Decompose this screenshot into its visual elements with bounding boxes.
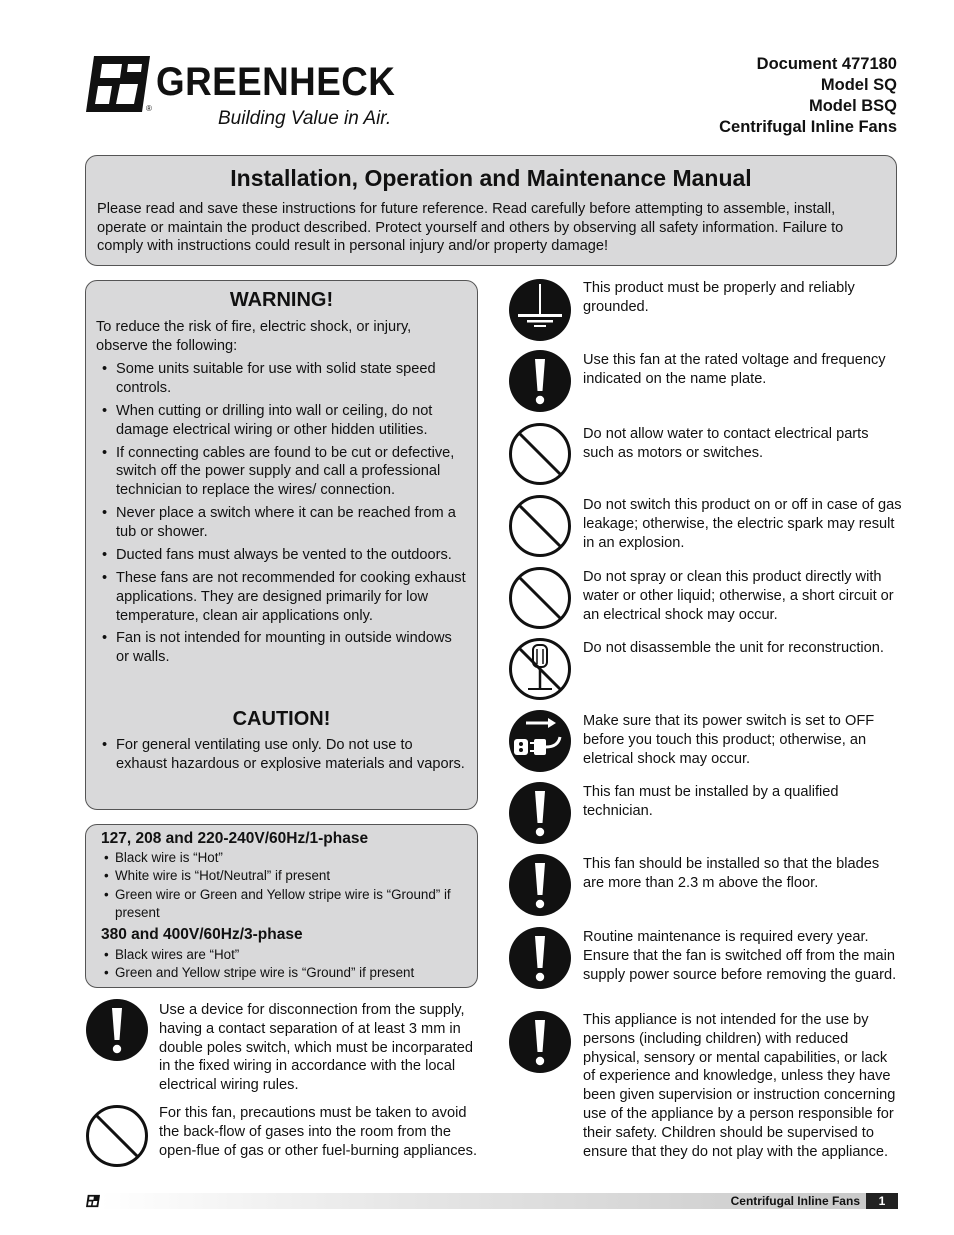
warning-intro: To reduce the risk of fire, electric shock, or injury, observe the following: bbox=[96, 319, 412, 354]
single-phase-list bbox=[103, 849, 469, 922]
warning-box bbox=[85, 280, 478, 810]
safety-text-backflow: For this fan, precautions must be taken to avoid the back-flow of gases into the room from the open-flue of gas or other fuel-burning appliances. bbox=[159, 1105, 478, 1159]
exclamation-icon bbox=[508, 1010, 572, 1074]
list-item: • Green wire or Green and Yellow stripe wire is “Ground” if present bbox=[103, 886, 469, 923]
list-item: • These fans are not recommended for cooking exhaust applications. They are designed primarily for low temperature, clean air applications only. bbox=[98, 569, 467, 625]
footer-title: Centrifugal Inline Fans bbox=[730, 1194, 860, 1208]
warning-list bbox=[98, 360, 467, 671]
greenheck-small-logo-icon bbox=[86, 1194, 100, 1208]
unplug-icon bbox=[508, 709, 572, 773]
ground-icon bbox=[508, 278, 572, 342]
three-phase-list bbox=[103, 946, 469, 983]
exclamation-icon bbox=[508, 853, 572, 917]
exclamation-icon bbox=[508, 781, 572, 845]
safety-text-disassemble: Do not disassemble the unit for reconstruction. bbox=[583, 640, 884, 656]
list-item: • If connecting cables are found to be cut or defective, switch off the power supply and call a professional technician to replace the wires/ connection. bbox=[98, 444, 467, 500]
three-phase-heading: 380 and 400V/60Hz/3-phase bbox=[101, 926, 303, 943]
list-item: • Black wire is “Hot” bbox=[103, 849, 469, 867]
greenheck-logo-icon bbox=[86, 56, 150, 112]
safety-text-disconnect: Use a device for disconnection from the supply, having a contact separation of at least 3 mm in double poles switch, which must be incorparated in the fixed wiring in accordance with the local electrical wiring rules. bbox=[159, 1002, 473, 1094]
list-item: • White wire is “Hot/Neutral” if present bbox=[103, 867, 469, 885]
exclamation-icon bbox=[508, 926, 572, 990]
caution-list bbox=[98, 736, 467, 778]
safety-text-gas: Do not switch this product on or off in case of gas leakage; otherwise, the electric spark may result in an explosion. bbox=[583, 497, 902, 551]
prohibition-icon bbox=[508, 566, 572, 630]
registered-mark: ® bbox=[146, 104, 152, 113]
safety-text-water: Do not allow water to contact electrical parts such as motors or switches. bbox=[583, 426, 869, 461]
document-meta bbox=[719, 54, 897, 138]
safety-text-maintenance: Routine maintenance is required every year. Ensure that the fan is switched off from the main supply power source before removing the guard. bbox=[583, 929, 897, 983]
exclamation-icon bbox=[85, 998, 149, 1062]
list-item: • When cutting or drilling into wall or ceiling, do not damage electrical wiring or other hidden utilities. bbox=[98, 402, 467, 440]
single-phase-heading: 127, 208 and 220-240V/60Hz/1-phase bbox=[101, 830, 369, 847]
intro-text: Please read and save these instructions for future reference. Read carefully before attempting to assemble, install, operate or maintain the product described. Protect yourself and others by observing all safety information. Failure to comply with instructions could result in personal injury and/or property damage! bbox=[97, 201, 844, 255]
caution-heading: CAUTION! bbox=[232, 708, 331, 730]
safety-text-qualified: This fan must be installed by a qualified technician. bbox=[583, 784, 839, 819]
safety-text-ground: This product must be properly and reliably grounded. bbox=[583, 280, 855, 315]
list-item: • Ducted fans must always be vented to the outdoors. bbox=[98, 546, 467, 565]
safety-text-spray: Do not spray or clean this product directly with water or other liquid; otherwise, a short circuit or an electrical shock may occur. bbox=[583, 569, 894, 623]
list-item: • Never place a switch where it can be reached from a tub or shower. bbox=[98, 504, 467, 542]
exclamation-icon bbox=[508, 349, 572, 413]
model-bsq: Model BSQ bbox=[808, 97, 897, 115]
list-item: • Fan is not intended for mounting in outside windows or walls. bbox=[98, 629, 467, 667]
list-item: • For general ventilating use only. Do not use to exhaust hazardous or explosive materials and vapors. bbox=[98, 736, 467, 774]
list-item: • Green and Yellow stripe wire is “Ground” if present bbox=[103, 964, 469, 982]
prohibition-icon bbox=[508, 494, 572, 558]
model-sq: Model SQ bbox=[820, 76, 897, 94]
prohibition-icon bbox=[508, 422, 572, 486]
voltage-box bbox=[85, 824, 478, 988]
safety-text-power-off: Make sure that its power switch is set to OFF before you touch this product; otherwise, an eletrical shock may occur. bbox=[583, 713, 875, 767]
safety-text-height: This fan should be installed so that the blades are more than 2.3 m above the floor. bbox=[583, 856, 880, 891]
prohibition-icon bbox=[85, 1104, 149, 1168]
brand-name: GREENHECK bbox=[156, 60, 396, 104]
brand-tagline: Building Value in Air. bbox=[218, 108, 392, 129]
manual-title: Installation, Operation and Maintenance Manual bbox=[230, 165, 752, 191]
safety-text-supervision: This appliance is not intended for the use by persons (including children) with reduced physical, sensory or mental capabilities, or lack of experience and knowledge, unless they have been given supervision or instruction concerning use of the appliance by a person responsible for their safety. Children should be supervised to ensure that they do not play with the appliance. bbox=[583, 1012, 896, 1160]
safety-text-voltage: Use this fan at the rated voltage and frequency indicated on the name plate. bbox=[583, 352, 886, 387]
no-disassembly-icon bbox=[508, 637, 572, 701]
document-number: Document 477180 bbox=[756, 55, 897, 73]
intro-box bbox=[85, 155, 897, 266]
list-item: • Black wires are “Hot” bbox=[103, 946, 469, 964]
page-number: 1 bbox=[866, 1193, 898, 1209]
list-item: • Some units suitable for use with solid state speed controls. bbox=[98, 360, 467, 398]
product-name: Centrifugal Inline Fans bbox=[719, 118, 897, 136]
warning-heading: WARNING! bbox=[229, 289, 334, 311]
